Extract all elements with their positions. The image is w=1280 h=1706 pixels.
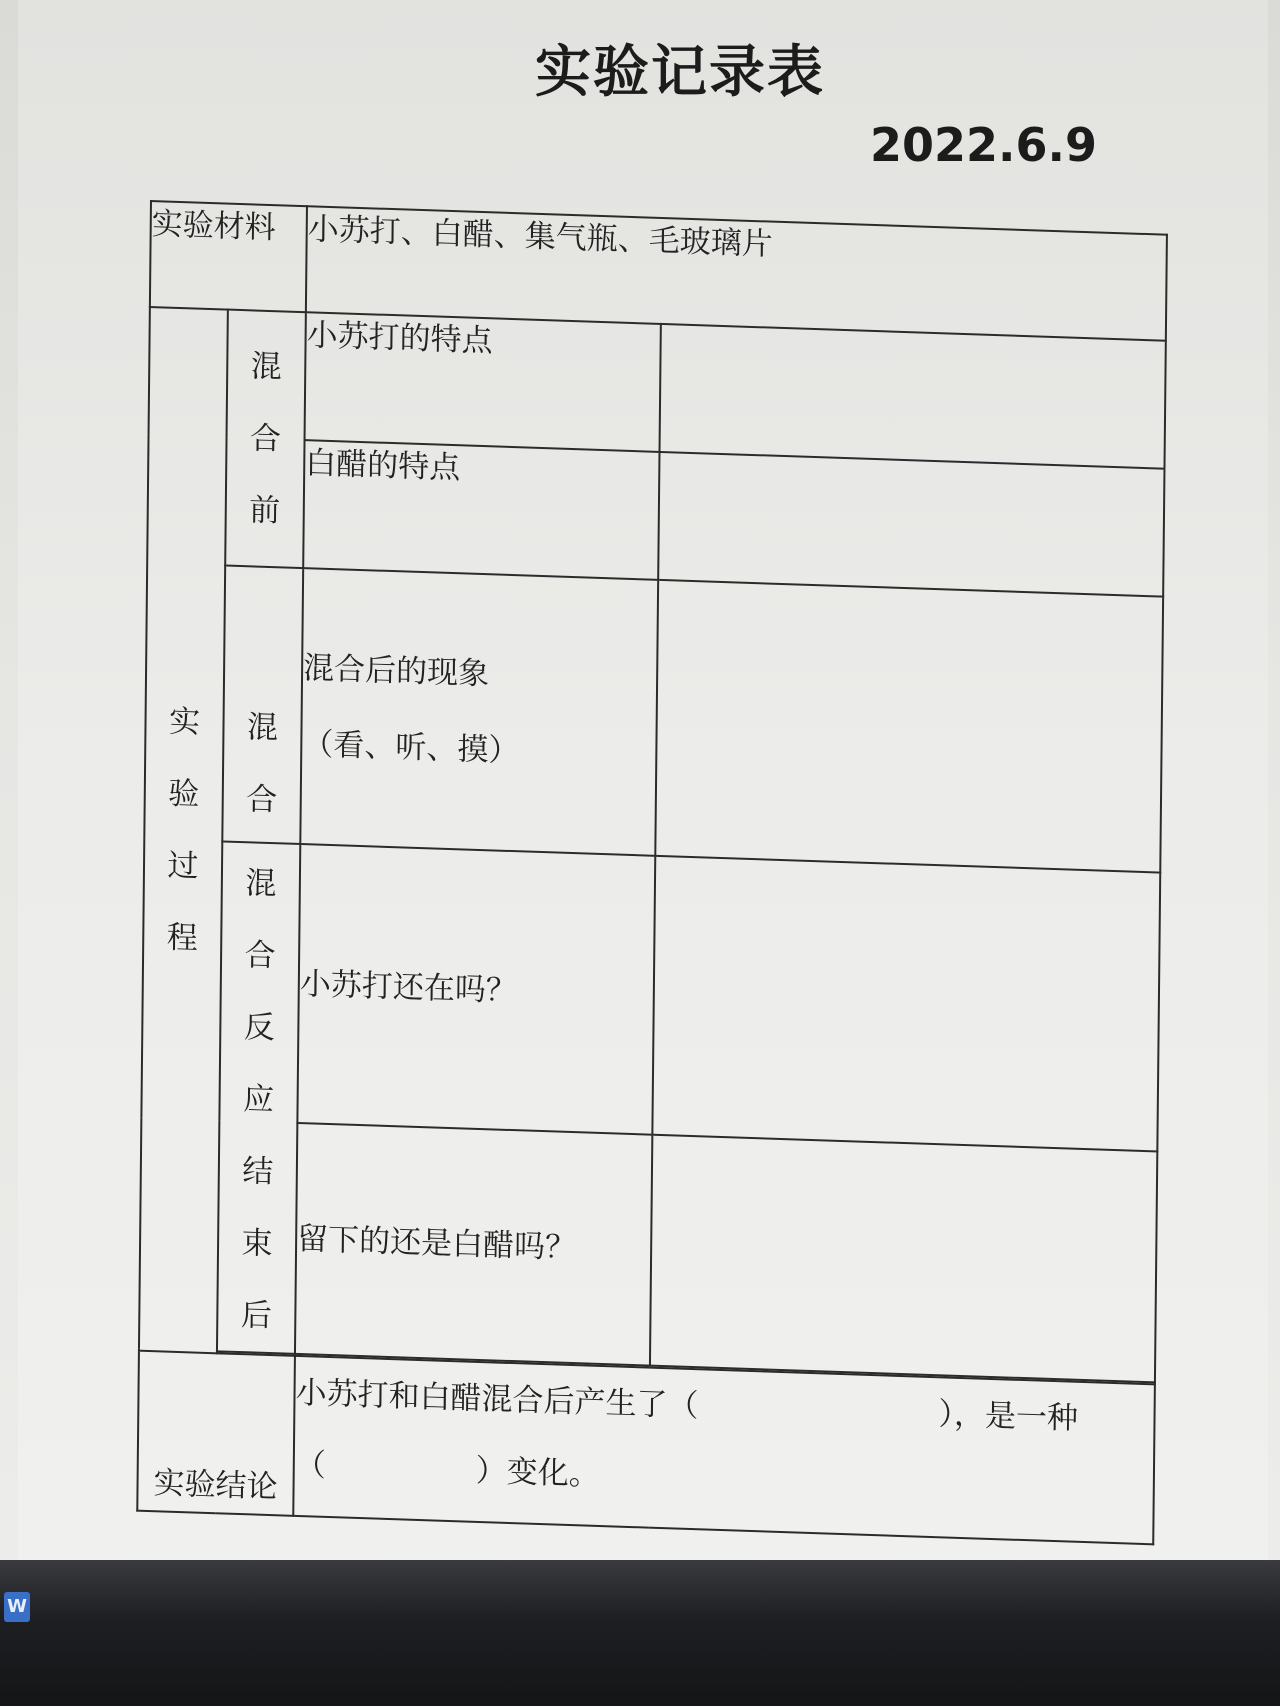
- materials-label: 实验材料: [150, 201, 307, 312]
- conclusion-text-2: ），是一种: [938, 1396, 1079, 1437]
- mix-phenomenon-label: [300, 568, 658, 856]
- vinegar-remains-label: 留下的还是白醋吗？: [295, 1123, 652, 1365]
- conclusion-row: [137, 1351, 1155, 1545]
- mix-phenomenon-cell[interactable]: [655, 580, 1163, 873]
- conclusion-label: 实验结论: [137, 1351, 295, 1516]
- table-row: [141, 839, 1160, 1152]
- experiment-record-table: [136, 200, 1168, 1545]
- conclusion-cell[interactable]: [293, 1356, 1155, 1544]
- process-label: 实验过程: [139, 307, 228, 1353]
- vinegar-features-cell[interactable]: [658, 452, 1164, 597]
- mix-phenomenon-text: 混合后的现象: [302, 650, 490, 693]
- document-title: 实验记录表: [535, 40, 825, 105]
- soda-remains-cell[interactable]: [652, 856, 1160, 1152]
- document-date: 2022.6.9: [870, 118, 1097, 172]
- wps-writer-icon[interactable]: W: [4, 1592, 30, 1622]
- materials-value[interactable]: 小苏打、白醋、集气瓶、毛玻璃片: [306, 206, 1167, 340]
- baking-soda-features-label: 小苏打的特点: [305, 312, 661, 452]
- vinegar-remains-cell[interactable]: [650, 1135, 1157, 1382]
- conclusion-blank-1[interactable]: [698, 1416, 938, 1424]
- baking-soda-features-cell[interactable]: [660, 324, 1166, 469]
- taskbar: [0, 1560, 1280, 1706]
- mix-phenomenon-hint: （看、听、摸）: [302, 726, 520, 770]
- conclusion-blank-2[interactable]: [326, 1476, 476, 1481]
- conclusion-text-1: 小苏打和白醋混合后产生了（: [295, 1374, 699, 1425]
- soda-remains-label: 小苏打还在吗？: [297, 844, 655, 1135]
- conclusion-text-3: （: [294, 1446, 326, 1484]
- before-mix-label: 混合前: [225, 310, 306, 569]
- conclusion-text-4: ）变化。: [475, 1452, 600, 1493]
- mix-label: 混合: [222, 566, 303, 845]
- table-row: [144, 563, 1163, 873]
- after-reaction-label: 混合反应结束后: [217, 841, 300, 1353]
- vinegar-features-label: 白醋的特点: [303, 440, 659, 580]
